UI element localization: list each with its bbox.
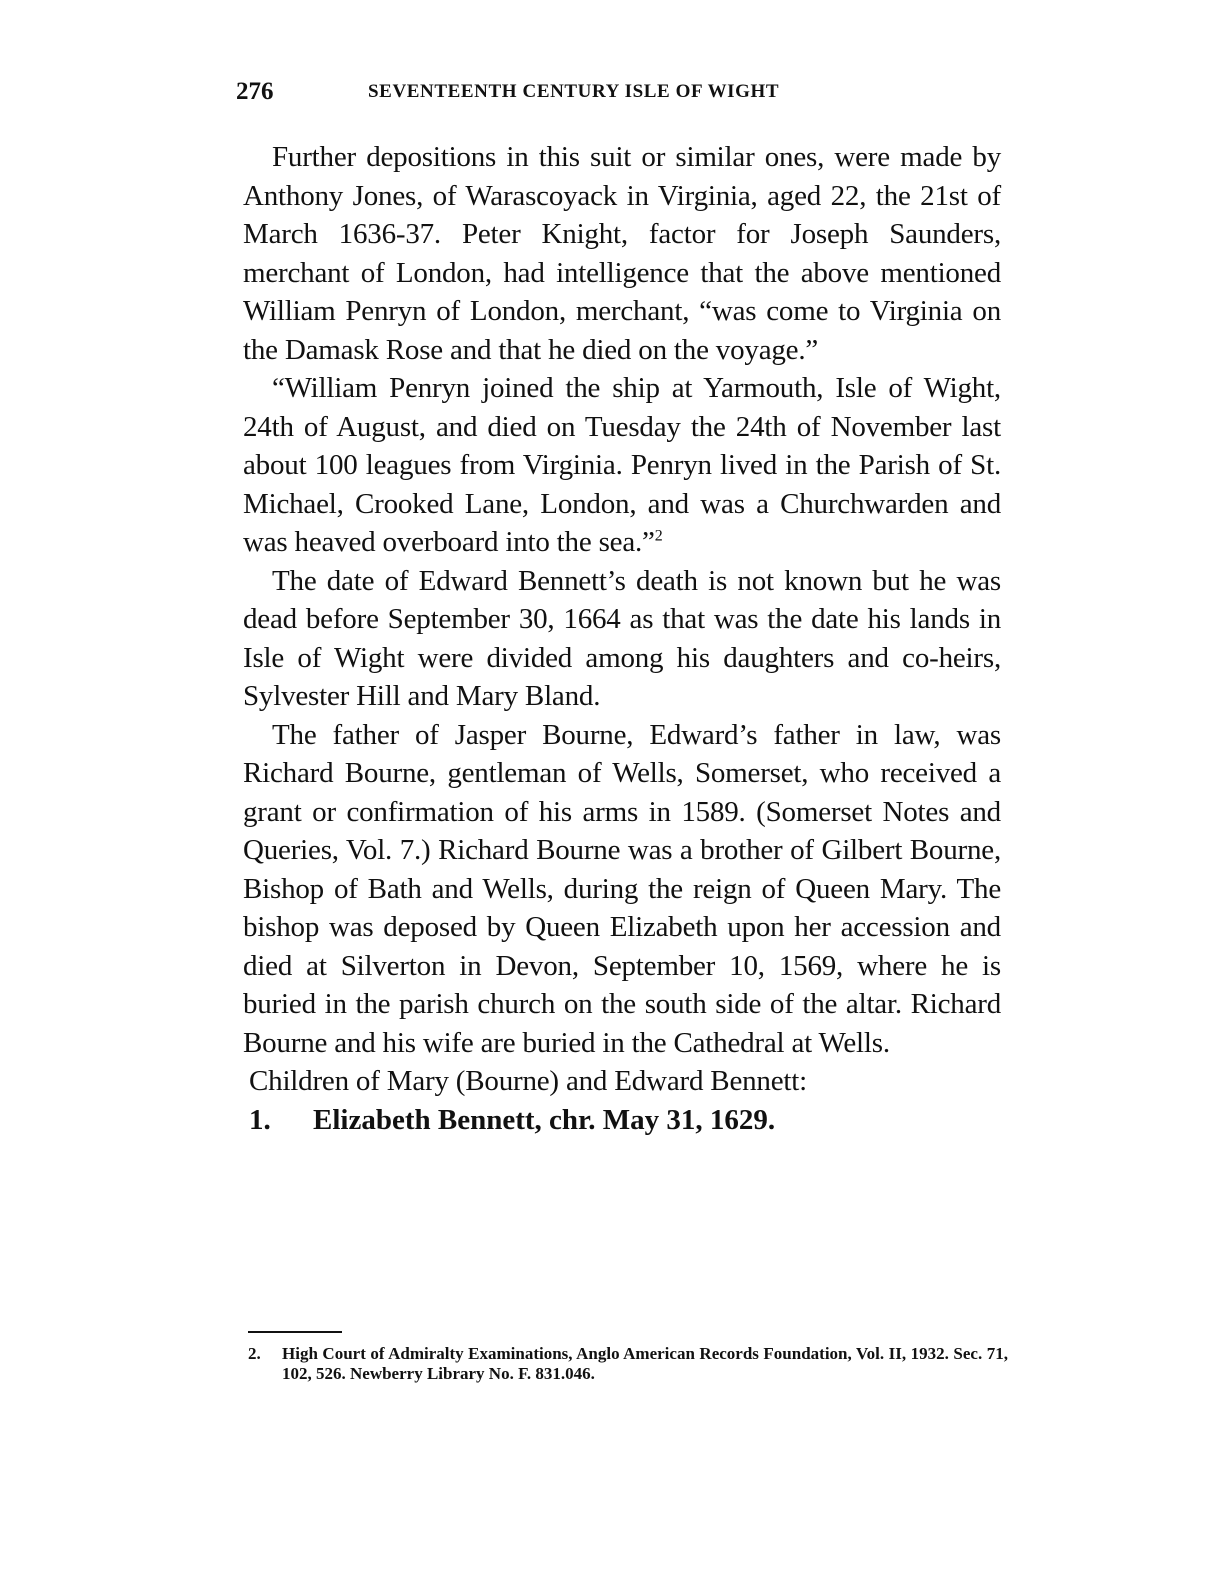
page-number: 276 bbox=[236, 78, 274, 105]
list-item-number: 1. bbox=[249, 1103, 271, 1136]
paragraph-bourne-family bbox=[243, 716, 1001, 1063]
paragraph-penryn-quote bbox=[243, 369, 1001, 562]
footnote-text: High Court of Admiralty Examinations, Anglo American Records Foundation, Vol. II, 1932. Sec. 71, 102, 526. Newberry Library No. F. 831.046. bbox=[282, 1344, 1008, 1383]
footnote bbox=[248, 1344, 1008, 1384]
paragraph-text: The date of Edward Bennett’s death is not known but he was dead before September 30, 1664 as that was the date his lands in Isle of Wight were divided among his daughters and co-heirs, Sylvester Hill and Mary Bland. bbox=[243, 564, 1001, 712]
list-item-text: Elizabeth Bennett, chr. May 31, 1629. bbox=[313, 1103, 776, 1136]
paragraph-text: Children of Mary (Bourne) and Edward Bennett: bbox=[249, 1065, 807, 1097]
body-text bbox=[243, 138, 1001, 1139]
paragraph-text: Further depositions in this suit or similar ones, were made by Anthony Jones, of Warascoyack in Virginia, aged 22, the 21st of March 1636-37. Peter Knight, factor for Joseph Saunders, merchant of London, had intelligence that the above mentioned William Penryn of London, merchant, “was come to Virginia on the Damask Rose and that he died on the voyage.” bbox=[243, 141, 1001, 366]
running-head bbox=[236, 78, 1006, 108]
list-item bbox=[243, 1101, 1001, 1140]
running-head-title: SEVENTEENTH CENTURY ISLE OF WIGHT bbox=[368, 81, 780, 102]
paragraph-text: The father of Jasper Bourne, Edward’s father in law, was Richard Bourne, gentleman of Wells, Somerset, who received a grant or confirmation of his arms in 1589. (Somerset Notes and Queries, Vol. 7.) Richard Bourne was a brother of Gilbert Bourne, Bishop of Bath and Wells, during the reign of Queen Mary. The bishop was deposed by Queen Elizabeth upon her accession and died at Silverton in Devon, September 10, 1569, where he is buried in the parish church on the south side of the altar. Richard Bourne and his wife are buried in the Cathedral at Wells. bbox=[243, 718, 1001, 1059]
footnote-divider bbox=[248, 1331, 342, 1333]
footnotes bbox=[248, 1344, 1008, 1384]
footnote-reference[interactable]: 2 bbox=[654, 527, 663, 545]
footnote-number: 2. bbox=[248, 1344, 261, 1363]
paragraph-children-heading bbox=[243, 1062, 1001, 1101]
paragraph-bennett-death bbox=[243, 562, 1001, 716]
paragraph-depositions bbox=[243, 138, 1001, 369]
paragraph-text: “William Penryn joined the ship at Yarmouth, Isle of Wight, 24th of August, and died on Tuesday the 24th of November last about 100 leagues from Virginia. Penryn lived in the Parish of St. Michael, Crooked Lane, London, and was a Churchwarden and was heaved overboard into the sea.” bbox=[243, 372, 1001, 558]
